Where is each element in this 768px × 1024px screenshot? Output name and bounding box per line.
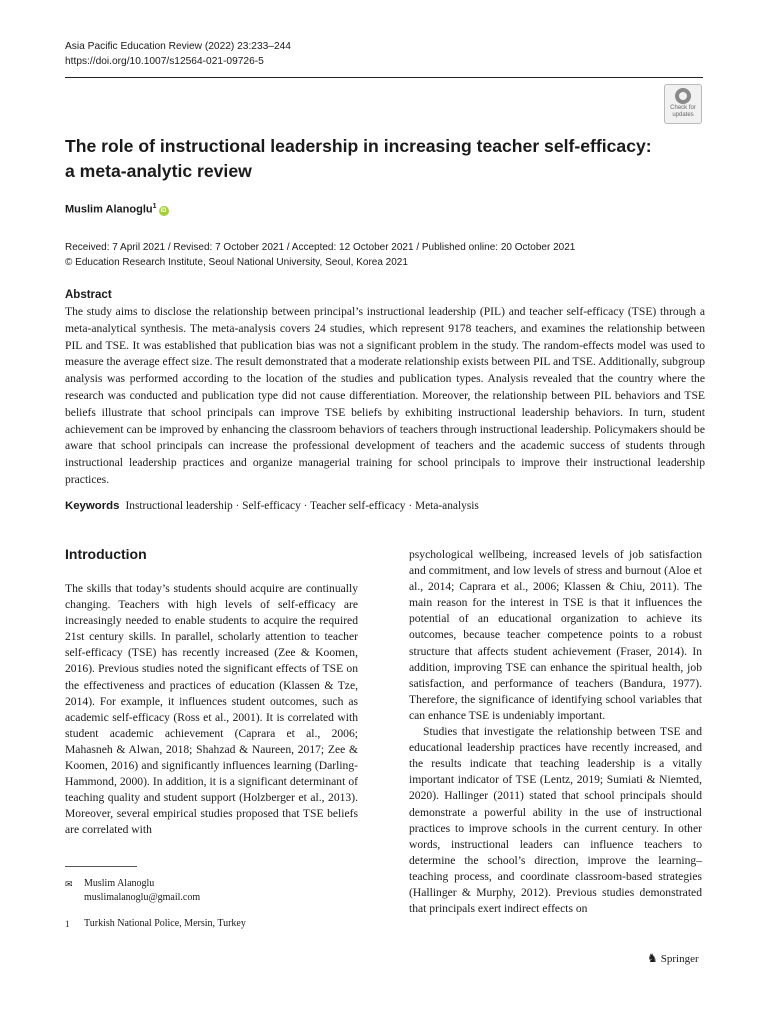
keywords-list: Instructional leadership · Self-efficacy · Teacher self-efficacy · Meta-analysis [125, 500, 479, 512]
check-for-updates-line2: updates [672, 111, 694, 118]
author-line [65, 203, 169, 216]
article-dates [65, 240, 575, 270]
right-column [409, 547, 702, 917]
left-column [65, 581, 358, 839]
abstract-heading: Abstract [65, 289, 112, 301]
footnotes [65, 877, 365, 931]
keywords-line [65, 500, 479, 512]
intro-paragraph-3: Studies that investigate the relationship between TSE and educational leadership practices have recently increased, and the results indicate that teaching leadership is a vitally important indicator of TSE (Lentz, 2019; Sumiati & Niemted, 2020). Hallinger (2011) stated that school principals should demonstrate a powerful ability in the use of instructional practices to improve schools in the current century. In other words, instructional leaders can influence teachers to determine the school’s direction, improve the learning–teaching process, and coordinate classroom-based strategies (Hallinger & Murphy, 2012). Previous studies demonstrated that principals exert indirect effects on [409, 725, 702, 916]
check-for-updates-line1: Check for [670, 105, 696, 111]
author-affiliation-mark: 1 [152, 203, 157, 210]
contact-name: Muslim Alanoglu [84, 878, 155, 889]
introduction-heading: Introduction [65, 546, 147, 562]
author-name[interactable]: Muslim Alanoglu [65, 203, 153, 216]
journal-citation: Asia Pacific Education Review (2022) 23:233–244 [65, 41, 291, 52]
affiliation-footnote [65, 917, 365, 931]
footnote-separator [65, 866, 137, 867]
contact-email[interactable]: muslimalanoglu@gmail.com [84, 892, 201, 903]
doi-link[interactable]: https://doi.org/10.1007/s12564-021-09726-5 [65, 56, 264, 67]
journal-header [65, 39, 291, 69]
affiliation-mark: 1 [65, 919, 70, 929]
abstract-text: The study aims to disclose the relationship between principal’s instructional leadership (PIL) and teacher self-efficacy (TSE) through a meta-analytical synthesis. The meta-analysis covers 24 studies, which represent 9178 teachers, and examines the relationship between PIL and TSE. It was established that publication bias was not a significant problem in the study. The random-effects model was used to measure the average effect size. The result demonstrated that a moderate relationship exists between PIL and TSE. Additionally, subgroup analysis was performed according to the location of the studies and publication types. Analysis revealed that the country where the research was conducted and publication type did not cause differentiation. Moreover, the relationship between PIL behaviors and TSE beliefs illustrate that school principals can improve TSE beliefs by exhibiting instructional leadership behaviors. In turn, student achievement can be improved by enhancing the classroom behaviors of teachers through instructional leadership. Policymakers should be aware that school principals can increase the professional development of teachers and the academic success of students through instructional leadership practices and organize managerial training for school principals to improve their instructional leadership practices. [65, 305, 705, 486]
publisher-logo [647, 951, 699, 966]
intro-paragraph-1: The skills that today’s students should acquire are continually changing. Teachers with high levels of self-efficacy are increasingly needed to enable students to acquire the required 21st century skills. In parallel, scholarly attention to teacher self-efficacy (TSE) has recently increased (Zee & Koomen, 2016). Previous studies noted the significant effects of TSE on the effectiveness and practices of education (Klassen & Tze, 2014). For example, it influences student outcomes, such as academic self-efficacy (Ross et al., 2001). It is correlated with student academic achievement (Caprara et al., 2006; Mahasneh & Alwan, 2018; Shahzad & Naureen, 2017; Zee & Koomen, 2016) and significantly influences learning (Darling-Hammond, 2000). In addition, it is a significant determinant of teaching quality and student support (Holzberger et al., 2013). Moreover, several empirical studies proposed that TSE beliefs are correlated with [65, 582, 358, 837]
intro-paragraph-2: psychological wellbeing, increased levels of job satisfaction and commitment, and low levels of stress and burnout (Aloe et al., 2014; Caprara et al., 2006; Klassen & Chiu, 2011). The main reason for the interest in TSE is that it influences the potential of an educational organization to achieve its outcomes, because teacher competence points to a robust structure that affects student achievement (Fraser, 2014). In addition, improving TSE can enhance the spiritual health, job satisfaction, and performance of teachers (Bandura, 1977). Therefore, the significance of identifying school variables that can enhance TSE is undeniably important. [409, 548, 702, 722]
copyright-line: © Education Research Institute, Seoul National University, Seoul, Korea 2021 [65, 257, 408, 268]
article-history: Received: 7 April 2021 / Revised: 7 October 2021 / Accepted: 12 October 2021 / Published online: 20 October 2021 [65, 242, 576, 253]
contact-footnote [65, 877, 365, 905]
orcid-icon[interactable]: iD [160, 207, 167, 214]
check-for-updates-badge[interactable] [664, 84, 702, 124]
paper-title-line1: The role of instructional leadership in increasing teacher self-efficacy: [65, 136, 652, 156]
publisher-name: Springer [660, 953, 699, 965]
check-for-updates-icon [675, 88, 691, 104]
keywords-label: Keywords [65, 500, 120, 512]
springer-horse-icon: ♞ [647, 951, 658, 965]
envelope-icon: ✉ [65, 879, 73, 889]
paper-title [65, 134, 675, 184]
affiliation-text: Turkish National Police, Mersin, Turkey [84, 918, 246, 929]
paper-title-line2: a meta-analytic review [65, 161, 252, 181]
header-rule [65, 77, 703, 78]
